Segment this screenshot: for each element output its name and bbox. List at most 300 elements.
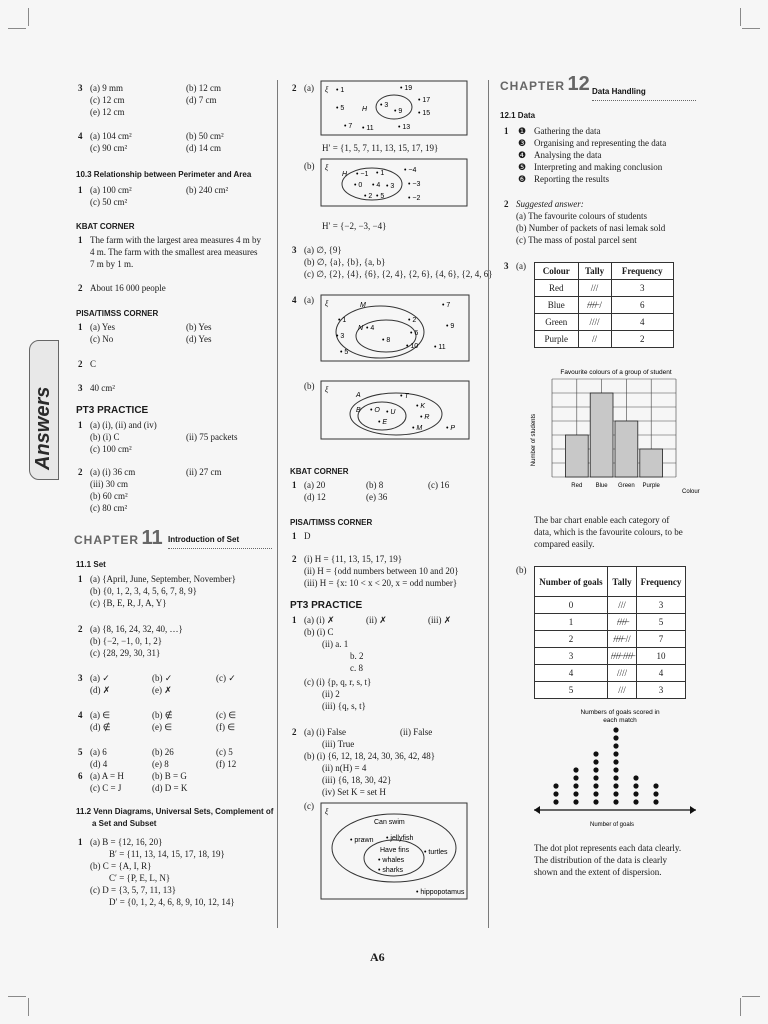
- chart-title: each match: [603, 717, 637, 724]
- answer-line: compared easily.: [534, 539, 595, 549]
- answer-line: (b) 50 cm²: [186, 131, 224, 141]
- answer-line: The farm with the largest area measures 4 m by: [90, 235, 262, 245]
- answer-line: (d) 4: [90, 759, 108, 769]
- item-number: 2: [78, 283, 83, 293]
- svg-text:• 3: • 3: [386, 183, 395, 190]
- section-heading: 12.1 Data: [500, 111, 536, 120]
- item-number: 2: [292, 727, 297, 737]
- answer-line: (iii) {6, 18, 30, 42}: [322, 775, 392, 785]
- svg-text:• turtles: • turtles: [424, 849, 448, 856]
- page-number: A6: [370, 950, 385, 964]
- item-number: 1: [78, 322, 83, 332]
- answer-line: C′ = {P, E, L, N}: [109, 873, 171, 883]
- item-number: 1: [292, 531, 297, 541]
- answer-line: (d) Yes: [186, 334, 212, 344]
- crop-mark: [8, 28, 26, 29]
- answer-line: (d) D = K: [152, 783, 188, 793]
- answer-line: H′ = {−2, −3, −4}: [322, 221, 387, 231]
- answer-line: (c) 100 cm²: [90, 444, 132, 454]
- item-number: 1: [504, 126, 509, 136]
- answer-line: (c) 90 cm²: [90, 143, 128, 153]
- svg-text:• 9: • 9: [394, 108, 403, 115]
- crop-mark: [742, 996, 760, 997]
- bar-blue: [590, 393, 613, 477]
- answer-line: Suggested answer:: [516, 199, 584, 209]
- side-tab-label: Answers: [32, 386, 54, 470]
- answer-line: (e) 8: [152, 759, 169, 769]
- item-number: 1: [78, 185, 83, 195]
- answer-line: (a) Yes: [90, 322, 116, 332]
- section-heading: a Set and Subset: [92, 819, 157, 828]
- answer-line: (a) (i) False: [304, 727, 346, 737]
- venn-diagram-2b: [320, 158, 470, 208]
- dot-goals-4: [633, 791, 638, 796]
- svg-text:• 5: • 5: [340, 349, 349, 356]
- svg-text:• 11: • 11: [362, 125, 374, 132]
- item-number: 2: [78, 359, 83, 369]
- dot-goals-1: [573, 783, 578, 788]
- svg-text:• 6: • 6: [410, 330, 419, 337]
- answer-line: (a) 100 cm²: [90, 185, 132, 195]
- dot-goals-1: [573, 791, 578, 796]
- answer-line: D′ = {0, 1, 2, 4, 6, 8, 9, 10, 12, 14}: [109, 897, 235, 907]
- svg-text:• 9: • 9: [446, 323, 455, 330]
- category-label: Red: [571, 483, 583, 489]
- dot-goals-5: [653, 799, 658, 804]
- answer-line: (b): [516, 565, 527, 575]
- answer-line: (e) 36: [366, 492, 388, 502]
- answer-line: (a) 20: [304, 480, 326, 490]
- answer-line: (ii) 2: [322, 689, 340, 699]
- answer-line: (a): [516, 261, 526, 271]
- answer-line: (c): [304, 801, 314, 811]
- answer-line: (a) 104 cm²: [90, 131, 132, 141]
- item-number: 6: [78, 771, 83, 781]
- crop-mark: [740, 998, 741, 1016]
- svg-text:• −4: • −4: [404, 167, 417, 174]
- svg-text:B: B: [356, 407, 361, 414]
- svg-text:• 5: • 5: [336, 105, 345, 112]
- bar-purple: [640, 449, 663, 477]
- answer-line: (a) A = H: [90, 771, 124, 781]
- svg-text:• E: • E: [378, 419, 388, 426]
- dot-goals-1: [573, 775, 578, 780]
- table-row: 2 /̶/̶/̶/̶ // 7: [535, 631, 686, 648]
- svg-text:• 15: • 15: [418, 110, 431, 117]
- crop-mark: [740, 8, 741, 26]
- answer-line: C: [90, 359, 97, 369]
- step-marker: ❺: [518, 162, 527, 172]
- answer-line: (a) ∅, {9}: [304, 245, 342, 255]
- table-row: Purple // 2: [535, 331, 674, 348]
- column-divider: [277, 80, 278, 928]
- svg-text:• 0: • 0: [354, 182, 363, 189]
- answer-line: (b) {0, 1, 2, 3, 4, 5, 6, 7, 8, 9}: [90, 586, 197, 596]
- answer-line: (a) B = {12, 16, 20}: [90, 837, 163, 847]
- dot-goals-1: [573, 799, 578, 804]
- svg-text:• 11: • 11: [434, 344, 446, 351]
- answer-line: (d) 7 cm: [186, 95, 217, 105]
- section-heading: 11.1 Set: [76, 560, 106, 569]
- section-heading: PISA/TIMSS CORNER: [76, 309, 159, 318]
- answer-line: (a) {April, June, September, November}: [90, 574, 236, 584]
- svg-text:M: M: [360, 302, 366, 309]
- answer-line: (b) 8: [366, 480, 384, 490]
- answer-line: (c) {B, E, R, J, A, Y}: [90, 598, 167, 608]
- svg-text:• 7: • 7: [442, 302, 451, 309]
- chapter-11-heading: CHAPTER 11: [74, 527, 163, 549]
- bar-chart: [526, 365, 702, 505]
- svg-text:• U: • U: [386, 409, 396, 416]
- dot-goals-3: [613, 727, 618, 732]
- answer-line: Organising and representing the data: [534, 138, 667, 148]
- answer-line: (c) D = {3, 5, 7, 11, 13}: [90, 885, 177, 895]
- dot-goals-3: [613, 759, 618, 764]
- svg-text:• 17: • 17: [418, 97, 431, 104]
- dot-goals-2: [593, 767, 598, 772]
- answer-line: (c) ∈: [216, 710, 237, 720]
- answer-line: (a) ∈: [90, 710, 111, 720]
- answer-line: (c) C = J: [90, 783, 122, 793]
- dot-goals-2: [593, 783, 598, 788]
- table-row: Blue /̶/̶/̶/̶ / 6: [535, 297, 674, 314]
- item-number: 1: [78, 837, 83, 847]
- answer-line: shown and the extent of dispersion.: [534, 867, 662, 877]
- venn-diagram-2a: [320, 80, 470, 138]
- svg-text:• O: • O: [370, 407, 380, 414]
- answer-line: (c) {28, 29, 30, 31}: [90, 648, 161, 658]
- svg-text:Have fins: Have fins: [380, 847, 410, 854]
- answer-line: (a) {8, 16, 24, 32, 40, …}: [90, 624, 183, 634]
- svg-text:• P: • P: [446, 425, 456, 432]
- dot-goals-2: [593, 775, 598, 780]
- svg-text:ξ: ξ: [325, 387, 329, 394]
- svg-text:• 4: • 4: [372, 182, 381, 189]
- table-row: 4 //// 4: [535, 665, 686, 682]
- answer-line: (b) 60 cm²: [90, 491, 128, 501]
- section-heading: 11.2 Venn Diagrams, Universal Sets, Complement of: [76, 807, 274, 816]
- answer-line: Analysing the data: [534, 150, 602, 160]
- svg-text:• 2: • 2: [364, 193, 373, 200]
- answer-line: (iii) ✗: [428, 615, 452, 625]
- svg-text:• 1: • 1: [338, 317, 347, 324]
- dot-goals-3: [613, 743, 618, 748]
- table-row: 1 /̶/̶/̶/̶ 5: [535, 614, 686, 631]
- answer-line: (d) ∉: [90, 722, 111, 732]
- item-number: 2: [292, 554, 297, 564]
- answer-line: (b) ∉: [152, 710, 173, 720]
- item-number: 1: [292, 615, 297, 625]
- answer-line: (d) 12: [304, 492, 326, 502]
- item-number: 3: [78, 83, 83, 93]
- dot-goals-2: [593, 759, 598, 764]
- answer-line: (c) 12 cm: [90, 95, 125, 105]
- answer-line: (a) (i) 36 cm: [90, 467, 136, 477]
- answer-line: b. 2: [350, 651, 364, 661]
- dot-goals-3: [613, 735, 618, 740]
- svg-text:• 4: • 4: [366, 325, 375, 332]
- item-number: 2: [78, 624, 83, 634]
- answer-line: (c) No: [90, 334, 114, 344]
- svg-text:• 2: • 2: [408, 317, 417, 324]
- answer-line: (ii) a. 1: [322, 639, 349, 649]
- answer-line: (b) 12 cm: [186, 83, 221, 93]
- svg-text:• −1: • −1: [356, 171, 369, 178]
- svg-text:• 19: • 19: [400, 85, 413, 92]
- svg-text:ξ: ξ: [325, 809, 329, 816]
- bar-green: [615, 421, 638, 477]
- item-number: 2: [292, 83, 297, 93]
- answer-line: About 16 000 people: [90, 283, 166, 293]
- dot-goals-2: [593, 799, 598, 804]
- item-number: 1: [78, 574, 83, 584]
- answer-line: (b) Number of packets of nasi lemak sold: [516, 223, 666, 233]
- answer-line: (a) ✓: [90, 673, 110, 683]
- answer-line: (iii) H = {x: 10 < x < 20, x = odd number}: [304, 578, 458, 588]
- svg-text:• K: • K: [416, 403, 426, 410]
- section-heading: PT3 PRACTICE: [76, 405, 149, 416]
- answer-line: The bar chart enable each category of: [534, 515, 670, 525]
- svg-text:• jellyfish: • jellyfish: [386, 835, 414, 842]
- item-number: 4: [78, 131, 83, 141]
- dot-goals-4: [633, 799, 638, 804]
- dot-goals-3: [613, 767, 618, 772]
- answer-line: (d) 14 cm: [186, 143, 221, 153]
- table-row: 5 /// 3: [535, 682, 686, 699]
- y-axis-label: Number of students: [531, 413, 537, 467]
- answer-line: (b) (i) {6, 12, 18, 24, 30, 36, 42, 48}: [304, 751, 436, 761]
- answer-line: (ii) 27 cm: [186, 467, 222, 477]
- dot-goals-3: [613, 775, 618, 780]
- answer-line: Interpreting and making conclusion: [534, 162, 663, 172]
- dot-goals-4: [633, 775, 638, 780]
- answer-line: (c) (i) {p, q, r, s, t}: [304, 677, 372, 687]
- svg-text:Can swim: Can swim: [374, 819, 405, 826]
- svg-text:• prawn: • prawn: [350, 837, 374, 844]
- venn-diagram-2c: [320, 802, 470, 902]
- dot-plot: [530, 704, 700, 834]
- answer-line: (c) The mass of postal parcel sent: [516, 235, 637, 245]
- answer-line: (b) 240 cm²: [186, 185, 229, 195]
- svg-text:• 1: • 1: [336, 87, 345, 94]
- crop-mark: [28, 998, 29, 1016]
- universal-set-label: ξ: [325, 87, 329, 94]
- category-label: Blue: [595, 483, 608, 489]
- answer-line: (c) 50 cm²: [90, 197, 128, 207]
- colour-tally-table: Colour Tally Frequency Red /// 3 Blue /̶/̶/̶/̶ / 6 Green //// 4 Purple // 2: [534, 262, 674, 348]
- chapter-title: Data Handling: [592, 87, 646, 96]
- svg-text:A: A: [356, 392, 361, 399]
- answer-line: (a) (i) ✗: [304, 615, 335, 625]
- answer-line: c. 8: [350, 663, 363, 673]
- bar-red: [565, 435, 588, 477]
- x-axis-label: Number of goals: [589, 822, 635, 828]
- answer-line: (iii) {q, s, t}: [322, 701, 366, 711]
- dot-goals-4: [633, 783, 638, 788]
- step-marker: ❶: [518, 126, 527, 136]
- item-number: 3: [78, 383, 83, 393]
- section-heading: KBAT CORNER: [290, 467, 349, 476]
- chart-title: Numbers of goals scored in: [580, 709, 660, 716]
- answer-line: (c) 80 cm²: [90, 503, 128, 513]
- answer-line: 4 m. The farm with the smallest area measures: [90, 247, 258, 257]
- dot-goals-0: [553, 783, 558, 788]
- crop-mark: [742, 28, 760, 29]
- answer-line: 7 m by 1 m.: [90, 259, 134, 269]
- column-divider: [488, 80, 489, 928]
- answer-line: (f) 12: [216, 759, 237, 769]
- svg-text:• 3: • 3: [380, 102, 389, 109]
- answer-line: (a) 6: [90, 747, 107, 757]
- answer-line: (a) 9 mm: [90, 83, 123, 93]
- svg-text:• 7: • 7: [344, 123, 353, 130]
- answer-line: (iv) Set K = set H: [322, 787, 386, 797]
- item-number: 3: [292, 245, 297, 255]
- svg-text:• M: • M: [412, 425, 423, 432]
- answer-line: (c) 5: [216, 747, 233, 757]
- item-number: 3: [78, 673, 83, 683]
- item-number: 4: [78, 710, 83, 720]
- table-row: Red /// 3: [535, 280, 674, 297]
- table-row: 3 /̶/̶/̶/̶ /̶/̶/̶/̶ 10: [535, 648, 686, 665]
- venn-diagram-4b: [320, 380, 472, 442]
- section-heading: 10.3 Relationship between Perimeter and Area: [76, 170, 252, 179]
- answer-line: D: [304, 531, 311, 541]
- item-number: 1: [292, 480, 297, 490]
- item-number: 1: [78, 235, 83, 245]
- answer-line: (ii) 75 packets: [186, 432, 238, 442]
- svg-text:• T: • T: [400, 393, 409, 400]
- dot-goals-3: [613, 751, 618, 756]
- svg-text:• hippopotamus: • hippopotamus: [416, 889, 465, 896]
- svg-text:• 1: • 1: [376, 170, 385, 177]
- chart-title: Favourite colours of a group of student: [560, 369, 672, 376]
- item-number: 3: [504, 261, 509, 271]
- answer-line: (a): [304, 83, 314, 93]
- chapter-12-heading: CHAPTER 12: [500, 73, 590, 95]
- answer-line: (c) ✓: [216, 673, 236, 683]
- svg-text:• 13: • 13: [398, 124, 411, 131]
- svg-text:ξ: ξ: [325, 165, 329, 172]
- answer-line: (c) ∅, {2}, {4}, {6}, {2, 4}, {2, 6}, {4, 6}, {2, 4, 6}: [304, 269, 493, 279]
- answer-line: (d) ✗: [90, 685, 111, 695]
- svg-text:H: H: [342, 171, 348, 178]
- answer-line: (b) 26: [152, 747, 174, 757]
- dotted-rule: [592, 100, 696, 101]
- svg-text:• R: • R: [420, 414, 430, 421]
- section-heading: KBAT CORNER: [76, 222, 135, 231]
- dot-goals-3: [613, 799, 618, 804]
- svg-text:ξ: ξ: [325, 301, 329, 308]
- dot-goals-3: [613, 783, 618, 788]
- answer-line: (iii) True: [322, 739, 355, 749]
- answer-line: B′ = {11, 13, 14, 15, 17, 18, 19}: [109, 849, 225, 859]
- item-number: 5: [78, 747, 83, 757]
- dotted-rule: [168, 548, 272, 549]
- svg-text:• 10: • 10: [406, 343, 419, 350]
- category-label: Green: [618, 483, 635, 489]
- chapter-title: Introduction of Set: [168, 535, 240, 544]
- answer-line: (f) ∈: [216, 722, 236, 732]
- item-number: 1: [78, 420, 83, 430]
- svg-text:• 8: • 8: [382, 337, 391, 344]
- answer-line: (b) C = {A, I, R}: [90, 861, 152, 871]
- answer-line: (iii) 30 cm: [90, 479, 128, 489]
- svg-text:• sharks: • sharks: [378, 867, 404, 874]
- item-number: 4: [292, 295, 297, 305]
- svg-text:• 5: • 5: [376, 193, 385, 200]
- step-marker: ❹: [518, 150, 527, 160]
- answer-line: 40 cm²: [90, 383, 115, 393]
- answer-line: (b) ✓: [152, 673, 173, 683]
- answer-line: (a) (i), (ii) and (iv): [90, 420, 157, 430]
- svg-text:N: N: [358, 325, 364, 332]
- dot-goals-0: [553, 791, 558, 796]
- answer-line: (b) (i) C: [304, 627, 334, 637]
- answer-line: The distribution of the data is clearly: [534, 855, 667, 865]
- answer-line: (ii) ✗: [366, 615, 387, 625]
- venn-diagram-4a: [320, 294, 472, 364]
- table-row: 0 /// 3: [535, 597, 686, 614]
- goals-tally-table: Number of goals Tally Frequency 0 /// 3 1 /̶/̶/̶/̶ 5 2 /̶/̶/̶/̶ // 7 3 /̶/̶/̶/̶ /̶/̶/̶/̶ 10 4 //// 4 5 /// 3: [534, 566, 686, 699]
- svg-text:• −3: • −3: [408, 181, 421, 188]
- dot-goals-5: [653, 783, 658, 788]
- svg-text:H: H: [362, 106, 368, 113]
- dot-goals-2: [593, 751, 598, 756]
- answer-line: (e) 12 cm: [90, 107, 125, 117]
- section-heading: PT3 PRACTICE: [290, 600, 363, 611]
- answer-line: (ii) False: [400, 727, 433, 737]
- answer-line: Gathering the data: [534, 126, 601, 136]
- crop-mark: [28, 8, 29, 26]
- answer-line: (b): [304, 161, 315, 171]
- table-row: Green //// 4: [535, 314, 674, 331]
- answer-line: (e) ✗: [152, 685, 172, 695]
- dot-goals-3: [613, 791, 618, 796]
- dot-goals-5: [653, 791, 658, 796]
- dot-goals-0: [553, 799, 558, 804]
- answer-line: (c) 16: [428, 480, 450, 490]
- item-number: 2: [504, 199, 509, 209]
- x-axis-label: Colour: [682, 489, 700, 495]
- svg-text:• 3: • 3: [336, 333, 345, 340]
- crop-mark: [8, 996, 26, 997]
- answer-line: (a) The favourite colours of students: [516, 211, 648, 221]
- svg-text:• whales: • whales: [378, 857, 405, 864]
- svg-text:• −2: • −2: [408, 195, 421, 202]
- dot-goals-1: [573, 767, 578, 772]
- answer-line: (b) Yes: [186, 322, 212, 332]
- answer-line: (b) (i) C: [90, 432, 120, 442]
- section-heading: PISA/TIMSS CORNER: [290, 518, 373, 527]
- answer-line: data, which is the favourite colours, to be: [534, 527, 683, 537]
- answer-line: (i) H = {11, 13, 15, 17, 19}: [304, 554, 403, 564]
- category-label: Purple: [642, 483, 660, 489]
- step-marker: ❸: [518, 138, 527, 148]
- item-number: 2: [78, 467, 83, 477]
- answer-line: (b): [304, 381, 315, 391]
- answer-line: (b) ∅, {a}, {b}, {a, b}: [304, 257, 386, 267]
- answer-line: (a): [304, 295, 314, 305]
- answer-line: (ii) n(H) = 4: [322, 763, 367, 773]
- answer-line: Reporting the results: [534, 174, 609, 184]
- answer-line: (b) {−2, −1, 0, 1, 2}: [90, 636, 163, 646]
- answer-line: H′ = {1, 5, 7, 11, 13, 15, 17, 19}: [322, 143, 439, 153]
- step-marker: ❻: [518, 174, 527, 184]
- answer-line: (ii) H = {odd numbers between 10 and 20}: [304, 566, 459, 576]
- answer-line: (e) ∈: [152, 722, 173, 732]
- dot-goals-2: [593, 791, 598, 796]
